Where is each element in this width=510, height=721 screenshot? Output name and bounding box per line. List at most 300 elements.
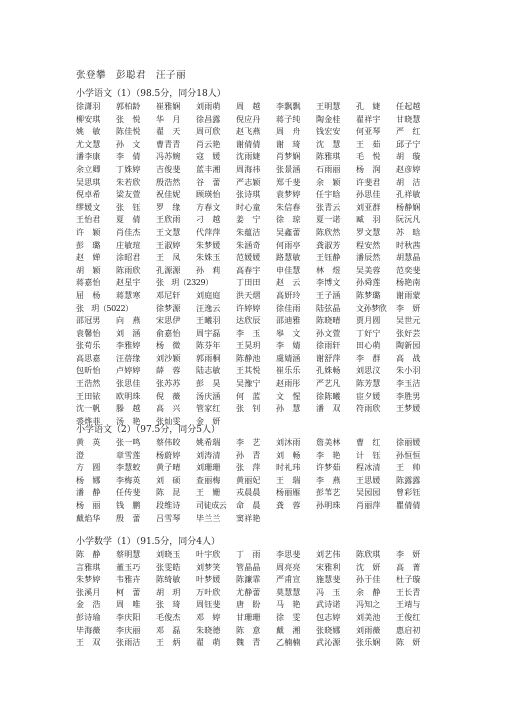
name-entry: 肖云艳 — [196, 139, 221, 149]
name-entry: 陈佳悦 — [116, 127, 141, 137]
name-entry: 蒋嘉怡 — [76, 278, 101, 288]
name-entry: 倪应丹 — [236, 114, 261, 124]
name-entry: 朱姝玉 — [196, 253, 221, 263]
name-entry: 徐 琼 — [276, 215, 301, 225]
name-entry: 马 艳 — [276, 600, 301, 610]
name-entry: 王俊红 — [396, 612, 421, 622]
name-entry: 缪媛文 — [76, 202, 101, 212]
name-entry: 张 悦 — [116, 114, 141, 124]
name-entry: 倪 薇 — [156, 391, 181, 401]
name-entry: 顾瑛怡 — [196, 190, 221, 200]
name-entry: 张思佳 — [116, 379, 141, 389]
name-entry: 张 玥（2329） — [156, 278, 213, 288]
name-grid — [76, 437, 436, 525]
name-entry: 谢 琦 — [276, 139, 301, 149]
name-entry: 邵冠男 — [76, 316, 101, 326]
name-entry: 金 浩 — [76, 600, 101, 610]
section-heading: 小学语文（2）（97.5分，同分5人） — [76, 425, 220, 435]
name-entry: 胡 玥 — [156, 587, 181, 597]
name-entry: 魏 青 — [236, 638, 261, 648]
name-entry: 罗 缘 — [156, 202, 181, 212]
name-entry: 周 舟 — [276, 127, 301, 137]
name-entry: 潘辰然 — [356, 253, 381, 263]
name-entry: 皋 文 — [276, 328, 301, 338]
name-entry: 苏 晗 — [396, 227, 421, 237]
name-entry: 万叶欣 — [196, 587, 221, 597]
name-entry: 张诗琪 — [236, 190, 261, 200]
name-entry: 陶新园 — [396, 341, 421, 351]
name-entry: 王 炳 — [156, 638, 181, 648]
name-entry: 陈静池 — [236, 353, 261, 363]
name-entry: 李胜男 — [396, 391, 421, 401]
name-entry: 孙明珠 — [316, 500, 341, 510]
name-entry: 毕海薇 — [76, 625, 101, 635]
name-entry: 甘晓慧 — [396, 114, 421, 124]
name-entry: 夏 倩 — [116, 215, 141, 225]
name-entry: 王文慧 — [156, 227, 181, 237]
name-entry: 祝佳妮 — [156, 190, 181, 200]
name-entry: 毛俊杰 — [156, 612, 181, 622]
name-entry: 赵 婵 — [76, 253, 101, 263]
name-entry: 孙文萱 — [316, 328, 341, 338]
name-entry: 许梦茹 — [316, 463, 341, 473]
name-entry: 丁好宁 — [356, 328, 381, 338]
name-entry: 严甫宣 — [276, 575, 301, 585]
name-entry: 龚 蓉 — [276, 500, 301, 510]
name-entry: 张溪月 — [76, 587, 101, 597]
name-entry: 石雨丽 — [316, 164, 341, 174]
name-entry: 王 双 — [76, 638, 101, 648]
name-entry: 俞嘉怡 — [156, 328, 181, 338]
name-entry: 洪天熠 — [236, 290, 261, 300]
name-entry: 陈雨欣 — [116, 265, 141, 275]
name-entry: 胡 颖 — [76, 265, 101, 275]
name-entry: 孔 婕 — [356, 102, 381, 111]
name-entry: 卢婷婷 — [116, 366, 141, 376]
name-entry: 彭诗瑜 — [76, 612, 101, 622]
name-entry: 程安然 — [356, 240, 381, 250]
name-entry: 张 钰 — [116, 202, 141, 212]
name-entry: 何亚琴 — [356, 127, 381, 137]
name-entry: 罗文慧 — [356, 227, 381, 237]
name-entry: 刘晓玉 — [156, 550, 181, 559]
name-entry: 潘李康 — [76, 152, 101, 162]
name-entry: 陈欣琪 — [356, 550, 381, 559]
name-entry: 孙恒恒 — [396, 450, 421, 460]
name-entry: 沈雨婕 — [236, 152, 261, 162]
name-entry: 张青云 — [316, 202, 341, 212]
name-entry: 李博文 — [316, 278, 341, 288]
name-entry: 邱子宁 — [396, 139, 421, 149]
name-entry: 高 战 — [396, 353, 421, 363]
name-entry: 许斐君 — [356, 177, 381, 187]
name-entry: 刘珊珊 — [196, 463, 221, 473]
name-entry: 丁田田 — [236, 278, 261, 288]
name-entry: 陆志敏 — [196, 366, 221, 376]
name-entry: 曾彩钰 — [396, 488, 421, 498]
name-entry: 吉俊斐 — [156, 164, 181, 174]
name-entry: 陶金桂 — [316, 114, 341, 124]
name-entry: 沈 慧 — [316, 139, 341, 149]
name-entry: 时秋茜 — [396, 240, 421, 250]
name-entry: 吴园园 — [356, 488, 381, 498]
name-entry: 高 兴 — [156, 404, 181, 414]
name-entry: 朱涵奇 — [236, 240, 261, 250]
name-entry: 惠启初 — [396, 625, 421, 635]
name-entry: 司徒成云 — [196, 500, 227, 510]
name-entry: 贾月圆 — [356, 316, 381, 326]
name-entry: 余 颖 — [316, 177, 341, 187]
name-entry: 袁馨怡 — [76, 328, 101, 338]
name-entry: 屈 杨 — [76, 290, 101, 300]
name-entry: 殷 蕾 — [116, 513, 141, 523]
name-entry: 高 菁 — [396, 562, 421, 572]
name-entry: 孙 慧 — [276, 404, 301, 414]
name-entry: 崔乐乐 — [276, 366, 301, 376]
name-entry: 孙 文 — [116, 139, 141, 149]
name-entry: 郑千斐 — [276, 177, 301, 187]
name-entry: 言雅琪 — [76, 562, 101, 572]
name-entry: 董玉巧 — [116, 562, 141, 572]
name-entry: 徐潇羽 — [76, 102, 101, 111]
name-entry: 申佳慧 — [276, 265, 301, 275]
name-entry: 谷 蕾 — [196, 177, 221, 187]
name-entry: 王淑婷 — [156, 240, 181, 250]
name-entry: 澄 — [76, 450, 85, 460]
name-entry: 时心童 — [236, 202, 261, 212]
name-entry: 陈 昆 — [156, 488, 181, 498]
name-entry: 杨 娜 — [76, 475, 101, 485]
name-entry: 朱小羽 — [396, 366, 421, 376]
name-entry: 黄子晴 — [156, 463, 181, 473]
name-entry: 许婷婷 — [236, 303, 261, 313]
name-entry: 邵迪雅 — [276, 316, 301, 326]
name-entry: 张 萍 — [236, 463, 261, 473]
name-entry: 詹美林 — [316, 438, 341, 447]
name-entry: 陈梦璐 — [356, 290, 381, 300]
name-entry: 王怡君 — [76, 215, 101, 225]
name-entry: 邓 磊 — [156, 625, 181, 635]
name-entry: 戎晨晨 — [236, 488, 261, 498]
name-entry: 庄敏瑄 — [116, 240, 141, 250]
name-entry: 赵飞燕 — [236, 127, 261, 137]
name-entry: 王长青 — [396, 587, 421, 597]
name-entry: 陈绮敏 — [156, 575, 181, 585]
name-entry: 王 帅 — [396, 463, 421, 473]
name-entry: 张 琦 — [156, 600, 181, 610]
name-entry: 叶梦媛 — [196, 575, 221, 585]
name-entry: 文 惺 — [276, 391, 301, 401]
name-entry: 杨 丽 — [76, 500, 101, 510]
name-entry: 陈 意 — [236, 625, 261, 635]
name-entry: 王其悦 — [236, 366, 261, 376]
name-entry: 倪卓希 — [76, 190, 101, 200]
name-entry: 严志颖 — [236, 177, 261, 187]
name-entry: 李 燕 — [316, 475, 341, 485]
name-entry: 管家红 — [196, 404, 221, 414]
name-entry: 陈欣然 — [316, 227, 341, 237]
name-entry: 孔祥敏 — [396, 190, 421, 200]
name-entry: 李玉洁 — [396, 379, 421, 389]
name-entry: 滕 越 — [116, 404, 141, 414]
name-entry: 杨蔚婷 — [156, 450, 181, 460]
name-entry: 孔姝畅 — [316, 366, 341, 376]
name-entry: 谢舒萍 — [316, 353, 341, 363]
name-entry: 管晶晶 — [236, 562, 261, 572]
name-entry: 夏一诺 — [316, 215, 341, 225]
name-entry: 虞婧涵 — [276, 353, 301, 363]
name-entry: 李 妍 — [396, 550, 421, 559]
name-entry: 李慧蛟 — [116, 463, 141, 473]
name-entry: 计 钰 — [356, 450, 381, 460]
author-line: 张登攀 彭聪君 汪子丽 — [76, 70, 187, 81]
section-heading: 小学数学（1）（91.5分，同分4人） — [76, 537, 220, 547]
name-entry: 王明慧 — [316, 102, 341, 111]
name-entry: 乙楠楠 — [276, 638, 301, 648]
name-entry: 周亮亮 — [276, 562, 301, 572]
name-entry: 周 唯 — [116, 600, 141, 610]
name-entry: 胡慧晶 — [396, 253, 421, 263]
name-entry: 刘美池 — [356, 612, 381, 622]
name-entry: 章雪莲 — [116, 450, 141, 460]
name-entry: 杜子璇 — [396, 575, 421, 585]
name-entry: 朱晓德 — [196, 625, 221, 635]
name-entry: 崔雅娴 — [156, 102, 181, 111]
name-entry: 朱梦婷 — [76, 575, 101, 585]
name-entry: 蒋慧寒 — [116, 290, 141, 300]
name-entry: 唐 盼 — [236, 600, 261, 610]
name-entry: 李梅英 — [116, 475, 141, 485]
name-entry: 汪逸云 — [196, 303, 221, 313]
name-entry: 陈雅琪 — [316, 152, 341, 162]
name-entry: 陈 静 — [76, 550, 101, 559]
name-entry: 张 玥（5022） — [76, 303, 133, 313]
name-entry: 徐陈曦 — [316, 391, 341, 401]
name-entry: 许 颖 — [76, 227, 101, 237]
name-entry: 孙 莉 — [196, 265, 221, 275]
name-entry: 王梦媛 — [396, 404, 421, 414]
name-entry: 朱梦媛 — [196, 240, 221, 250]
name-entry: 王昊玥 — [236, 341, 261, 351]
name-entry: 刘梦笑 — [196, 562, 221, 572]
name-entry: 任起越 — [396, 102, 421, 111]
name-entry: 王子涵 — [316, 290, 341, 300]
name-entry: 冯苏婉 — [156, 152, 181, 162]
name-entry: 陈 妍 — [396, 638, 421, 648]
name-entry: 尤文慧 — [76, 139, 101, 149]
name-entry: 金 妍 — [196, 416, 221, 426]
name-entry: 向 燕 — [116, 316, 141, 326]
name-entry: 刘雨萌 — [196, 102, 221, 111]
name-entry: 李思斐 — [276, 550, 301, 559]
name-entry: 宦夕媛 — [356, 391, 381, 401]
name-entry: 王 凤 — [156, 253, 181, 263]
name-entry: 王靖与 — [396, 600, 421, 610]
name-entry: 周钰斐 — [196, 600, 221, 610]
name-entry: 谢雨蒙 — [396, 290, 421, 300]
name-entry: 胡 璇 — [396, 152, 421, 162]
name-entry: 刘 畅 — [276, 450, 301, 460]
name-entry: 沈一帆 — [76, 404, 101, 414]
name-entry: 肖丽萍 — [356, 500, 381, 510]
name-entry: 朱若欣 — [116, 177, 141, 187]
name-entry: 翟祥宇 — [356, 114, 381, 124]
name-entry: 戴焰华 — [76, 513, 101, 523]
name-entry: 吴思琪 — [76, 177, 101, 187]
name-entry: 任宇晗 — [316, 190, 341, 200]
name-entry: 张苟乐 — [76, 341, 101, 351]
name-entry: 冯知之 — [356, 600, 381, 610]
name-entry: 瞿倩倩 — [396, 500, 421, 510]
name-entry: 包昕怡 — [76, 366, 101, 376]
name-entry: 查丽梅 — [196, 475, 221, 485]
name-entry: 韦雅卉 — [116, 575, 141, 585]
name-entry: 达欣辰 — [236, 316, 261, 326]
name-entry: 叶宇欣 — [196, 550, 221, 559]
section-heading: 小学语文（1）（98.5分，同分18人） — [76, 89, 226, 99]
name-entry: 黄丽妃 — [236, 475, 261, 485]
name-entry: 余立卿 — [76, 164, 101, 174]
name-entry: 张 钊 — [236, 404, 261, 414]
name-entry: 杨艳南 — [396, 278, 421, 288]
name-entry: 方 圆 — [76, 463, 101, 473]
name-entry: 王浩然 — [76, 379, 101, 389]
name-entry: 陈晓晴 — [316, 316, 341, 326]
name-entry: 冯 玉 — [316, 587, 341, 597]
name-entry: 王 瑞 — [276, 475, 301, 485]
name-entry: 周可欣 — [196, 127, 221, 137]
name-entry: 杨丽雁 — [276, 488, 301, 498]
name-entry: 潘 静 — [76, 488, 101, 498]
name-entry: 肖梦娴 — [276, 152, 301, 162]
name-entry: 李 倩 — [116, 152, 141, 162]
name-entry: 钱 鹏 — [116, 500, 141, 510]
name-entry: 陆弦晶 — [316, 303, 341, 313]
name-entry: 徐雨轩 — [316, 341, 341, 351]
name-entry: 高春宇 — [236, 265, 261, 275]
name-entry: 柳安琪 — [76, 114, 101, 124]
name-entry: 翟 天 — [156, 127, 181, 137]
name-entry: 田心萌 — [356, 341, 381, 351]
name-entry: 蒋子纯 — [276, 114, 301, 124]
name-entry: 陈濂霏 — [236, 575, 261, 585]
name-entry: 何 蓝 — [236, 391, 261, 401]
name-entry: 刘涛清 — [196, 450, 221, 460]
name-entry: 谢倩倩 — [236, 139, 261, 149]
name-entry: 周 越 — [236, 102, 261, 111]
name-entry: 陈芬年 — [196, 341, 221, 351]
name-entry: 李 婧 — [276, 341, 301, 351]
name-entry: 文孙梦欣 — [356, 303, 387, 313]
name-entry: 毕兰兰 — [196, 513, 221, 523]
name-entry: 施慧斐 — [316, 575, 341, 585]
name-entry: 朱信春 — [276, 202, 301, 212]
name-entry: 袁梦婷 — [276, 190, 301, 200]
name-entry: 吕雪琴 — [156, 513, 181, 523]
name-entry: 臧 羽 — [356, 215, 381, 225]
name-entry: 孙于佳 — [356, 575, 381, 585]
name-entry: 高妍玲 — [276, 290, 301, 300]
name-entry: 徐梦源 — [156, 303, 181, 313]
name-entry: 姚希瑞 — [196, 438, 221, 447]
section-math-1 — [76, 536, 436, 650]
name-entry: 杨静娴 — [396, 202, 421, 212]
name-entry: 李飘飘 — [276, 102, 301, 111]
name-entry: 裘烨菲 — [76, 416, 101, 426]
name-entry: 方春文 — [196, 202, 221, 212]
name-entry: 武诗诺 — [316, 600, 341, 610]
name-entry: 姚 敏 — [76, 127, 101, 137]
name-entry: 徐佳雨 — [276, 303, 301, 313]
name-entry: 范媛媛 — [236, 253, 261, 263]
name-entry: 钱宏安 — [316, 127, 341, 137]
name-entry: 汪蓓缘 — [116, 353, 141, 363]
name-entry: 程冰清 — [356, 463, 381, 473]
name-entry: 杨 润 — [356, 164, 381, 174]
name-entry: 徐 雯 — [276, 612, 301, 622]
name-entry: 龚淑芳 — [316, 240, 341, 250]
name-entry: 赵雨彤 — [276, 379, 301, 389]
name-entry: 张晓娜 — [316, 625, 341, 635]
name-entry: 李 艺 — [236, 438, 261, 447]
name-entry: 严艺凡 — [316, 379, 341, 389]
name-entry: 莫慧慧 — [276, 587, 301, 597]
name-entry: 窦祥艳 — [236, 513, 261, 523]
name-entry: 王钰静 — [316, 253, 341, 263]
name-entry: 蓝丰湘 — [196, 164, 221, 174]
name-entry: 孙舜莲 — [356, 278, 381, 288]
name-entry: 徐丽媛 — [396, 438, 421, 447]
name-entry: 李 玉 — [236, 328, 261, 338]
name-entry: 李雅婷 — [116, 341, 141, 351]
name-entry: 林 煜 — [316, 265, 341, 275]
name-entry: 邓 婷 — [196, 612, 221, 622]
name-entry: 沈 妍 — [356, 562, 381, 572]
name-entry: 潘 双 — [316, 404, 341, 414]
name-entry: 张好芸 — [396, 328, 421, 338]
name-entry: 王 姗 — [196, 488, 221, 498]
name-entry: 刘亚群 — [356, 202, 381, 212]
name-entry: 何雨亭 — [276, 240, 301, 250]
name-entry: 周宇磊 — [196, 328, 221, 338]
name-entry: 薛 蓉 — [156, 366, 181, 376]
name-entry: 张一鸣 — [116, 438, 141, 447]
name-grid — [76, 101, 436, 428]
name-entry: 阮沅凡 — [396, 215, 421, 225]
name-entry: 孙思佳 — [356, 190, 381, 200]
name-entry: 曹 红 — [356, 438, 381, 447]
name-entry: 尤静蕾 — [236, 587, 261, 597]
name-entry: 欧明珠 — [116, 391, 141, 401]
name-entry: 胡 洁 — [396, 177, 421, 187]
name-entry: 高思嘉 — [76, 353, 101, 363]
name-entry: 刘庭庭 — [196, 290, 221, 300]
name-entry: 陈芳慧 — [356, 379, 381, 389]
name-entry: 姜 宁 — [236, 215, 261, 225]
name-entry: 吴鑫蕾 — [276, 227, 301, 237]
name-entry: 杨 微 — [156, 341, 181, 351]
name-entry: 翟 萌 — [196, 638, 221, 648]
name-entry: 张乐娴 — [356, 638, 381, 648]
name-entry: 周海祎 — [236, 164, 261, 174]
name-entry: 王曦羽 — [196, 316, 221, 326]
name-entry: 王欣雨 — [156, 215, 181, 225]
section-chinese-1 — [76, 88, 436, 428]
name-entry: 殷浩然 — [156, 177, 181, 187]
name-entry: 时礼玮 — [276, 463, 301, 473]
name-entry: 符雨欣 — [356, 404, 381, 414]
name-entry: 张灿雯 — [156, 416, 181, 426]
